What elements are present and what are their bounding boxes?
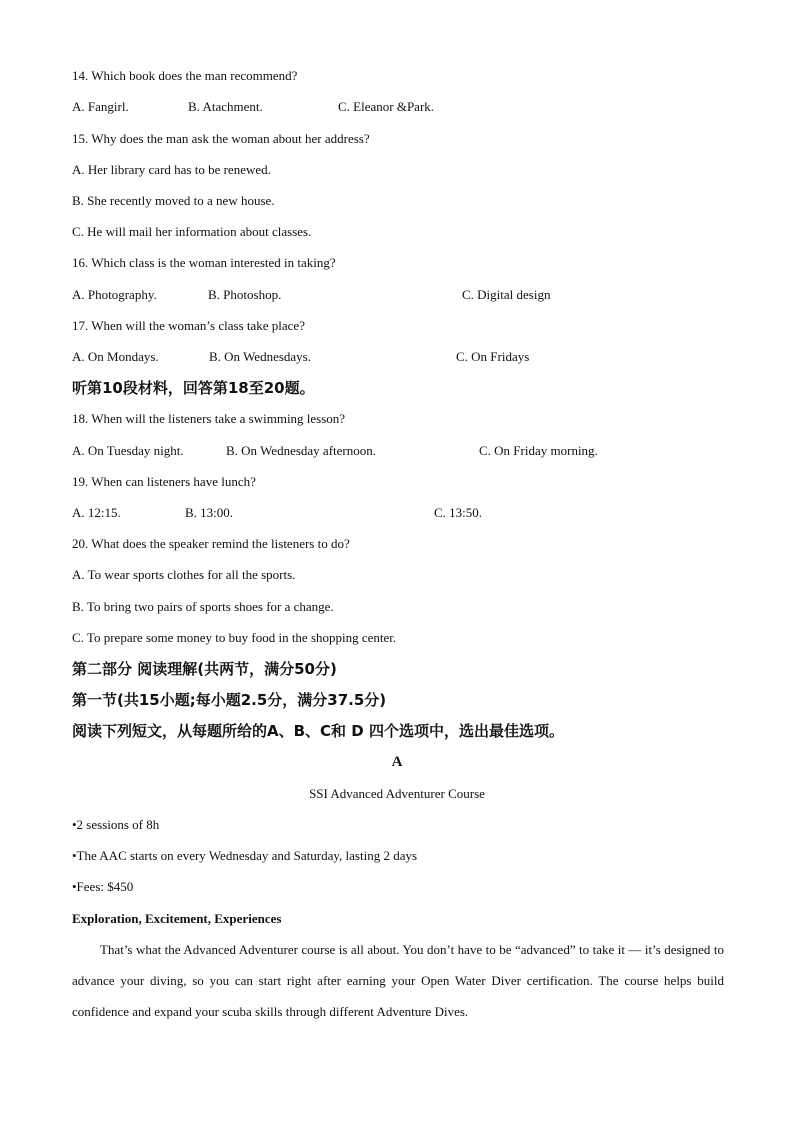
question-14-option-b: B. Atachment. <box>188 99 263 114</box>
question-19-option-a: A. 12:15. <box>72 505 121 520</box>
question-16-stem: 16. Which class is the woman interested in taking? <box>72 255 336 270</box>
question-14-option-c: C. Eleanor &Park. <box>338 99 435 114</box>
part-2-heading: 第二部分 阅读理解(共两节，满分50分) <box>72 660 337 678</box>
question-16-option-b: B. Photoshop. <box>208 287 282 302</box>
passage-bullet-fees: •Fees: $450 <box>72 879 134 894</box>
question-18-option-c: C. On Friday morning. <box>479 443 598 458</box>
question-15-option-b: B. She recently moved to a new house. <box>72 193 275 208</box>
question-17-option-a: A. On Mondays. <box>72 349 159 364</box>
question-17-stem: 17. When will the woman’s class take place? <box>72 318 305 333</box>
question-19-option-b: B. 13:00. <box>185 505 234 520</box>
passage-bullet-schedule: •The AAC starts on every Wednesday and Saturday, lasting 2 days <box>72 848 418 863</box>
section-1-heading: 第一节(共15小题;每小题2.5分，满分37.5分) <box>72 691 387 709</box>
question-16-option-c: C. Digital design <box>462 287 551 302</box>
question-20-option-a: A. To wear sports clothes for all the sports. <box>72 567 296 582</box>
passage-title: SSI Advanced Adventurer Course <box>309 786 485 801</box>
question-18-option-b: B. On Wednesday afternoon. <box>226 443 376 458</box>
passage-label: A <box>391 754 403 770</box>
question-14-stem: 14. Which book does the man recommend? <box>72 68 298 83</box>
question-14-option-a: A. Fangirl. <box>72 99 129 114</box>
question-19-stem: 19. When can listeners have lunch? <box>72 474 256 489</box>
question-18-stem: 18. When will the listeners take a swimming lesson? <box>72 411 346 426</box>
question-15-stem: 15. Why does the man ask the woman about her address? <box>72 131 370 146</box>
section-10-heading: 听第10段材料，回答第18至20题。 <box>72 379 315 397</box>
question-19-option-c: C. 13:50. <box>434 505 483 520</box>
question-17-option-b: B. On Wednesdays. <box>209 349 311 364</box>
passage-subheading: Exploration, Excitement, Experiences <box>72 911 282 926</box>
question-18-option-a: A. On Tuesday night. <box>72 443 184 458</box>
question-20-stem: 20. What does the speaker remind the listeners to do? <box>72 536 350 551</box>
reading-instruction: 阅读下列短文，从每题所给的A、B、C和 D 四个选项中，选出最佳选项。 <box>72 722 564 740</box>
question-17-option-c: C. On Fridays <box>456 349 530 364</box>
question-15-option-c: C. He will mail her information about classes. <box>72 224 312 239</box>
passage-bullet-sessions: •2 sessions of 8h <box>72 817 160 832</box>
question-20-option-b: B. To bring two pairs of sports shoes for a change. <box>72 599 334 614</box>
passage-paragraph: That’s what the Advanced Adventurer course is all about. You don’t have to be “advanced” to take it — it’s designed to advance your diving, so you can start right after earning your Open Water Diver certification. The course helps build confidence and expand your scuba skills through different Adventure Dives. <box>72 942 724 1019</box>
question-20-option-c: C. To prepare some money to buy food in the shopping center. <box>72 630 397 645</box>
question-16-option-a: A. Photography. <box>72 287 157 302</box>
question-15-option-a: A. Her library card has to be renewed. <box>72 162 271 177</box>
